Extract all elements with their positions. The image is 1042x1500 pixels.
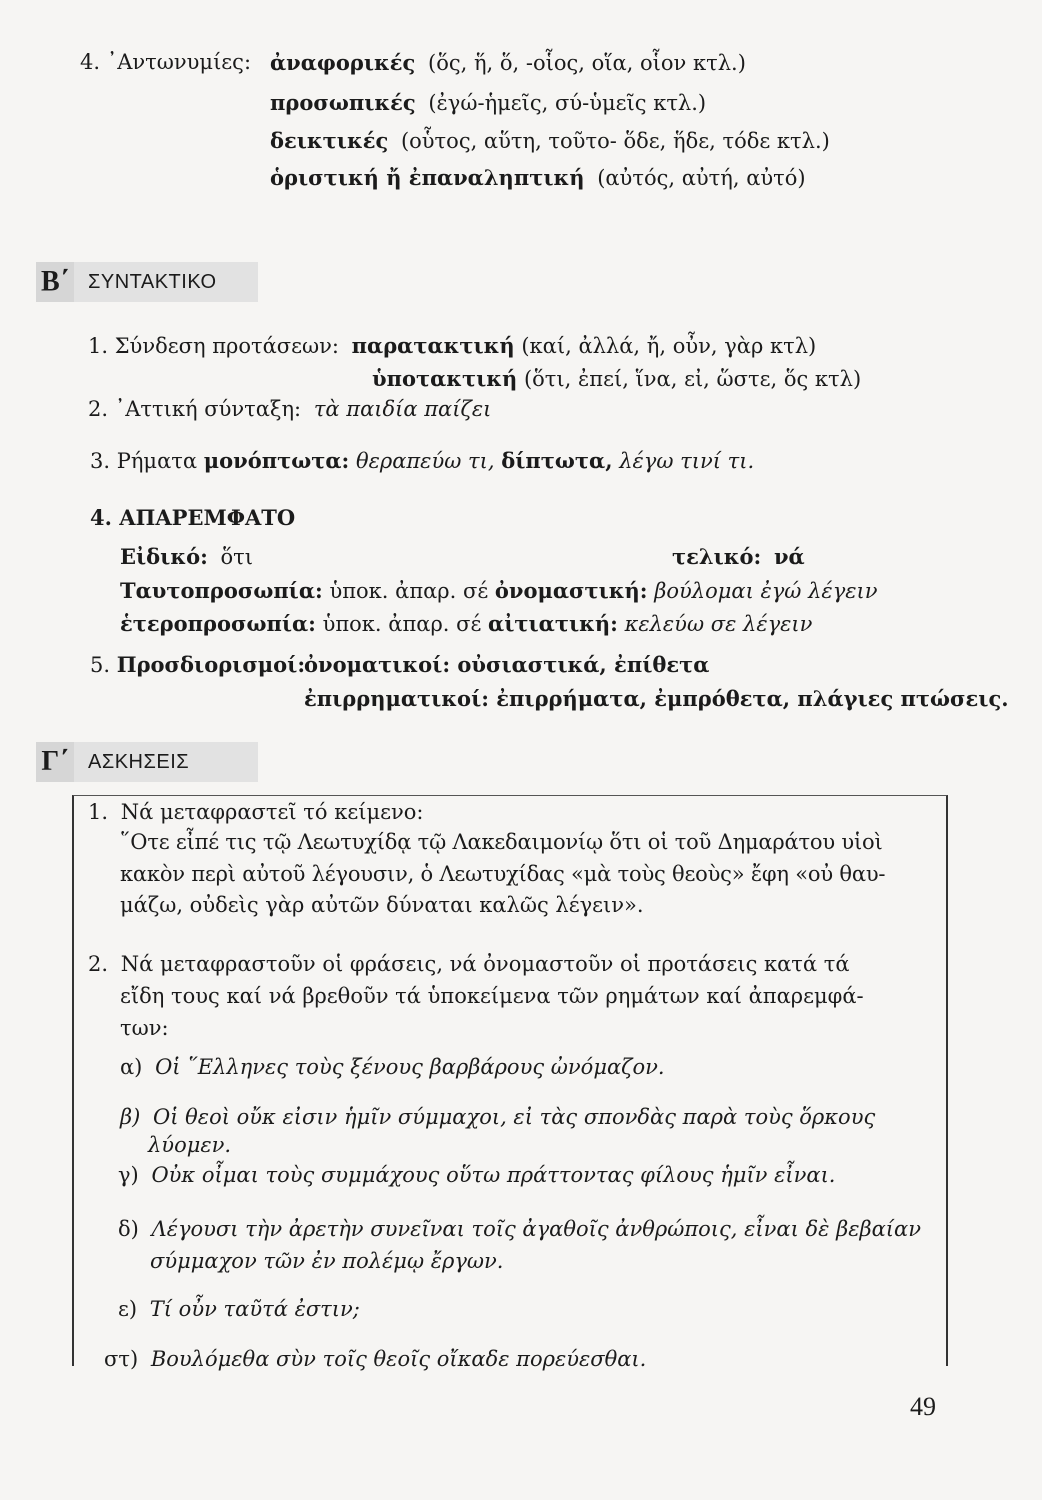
item-sentence: Οἱ ῞Ελληνες τοὺς ξένους βαρβάρους ὠνόμαζον. [155, 1055, 665, 1079]
pronoun-examples: (ἐγώ-ἡμεῖς, σύ-ὑμεῖς κτλ.) [428, 91, 707, 115]
syntax-item-1-hypotactic [372, 366, 861, 391]
pronoun-examples: (αὐτός, αὐτή, αὐτό) [597, 166, 806, 190]
tautoprosopia-example: βούλομαι ἐγώ λέγειν [654, 579, 878, 603]
exercise-1-number: 1. [88, 800, 109, 824]
heteroprosopia-label: ἑτεροπροσωπία: [120, 611, 316, 636]
teliko-row [672, 544, 805, 569]
modifiers-adverbial: ἐπιρρηματικοί: ἐπιρρήματα, ἐμπρόθετα, πλάγιες πτώσεις. [304, 686, 1009, 711]
diptota-label: δίπτωτα, [501, 448, 613, 473]
item-marker: α) [120, 1055, 143, 1079]
infinitive-heading: 4. ΑΠΑΡΕΜΦΑΤΟ [90, 505, 296, 530]
item-sentence: Οἱ θεοὶ οὔκ εἰσιν ἡμῖν σύμμαχοι, εἰ τὰς σπονδὰς παρὰ τοὺς ὅρκους [153, 1105, 876, 1129]
pronoun-row-relative [270, 50, 746, 75]
syntax-item-5 [90, 652, 305, 677]
eidiko-value: ὅτι [220, 545, 254, 569]
teliko-value: νά [773, 544, 805, 569]
eidiko-label: Εἰδικό: [120, 544, 208, 569]
syntax-item-3-prefix: 3. Ρήματα [90, 449, 198, 473]
exercise-2-header [88, 952, 850, 976]
item-marker: ε) [118, 1297, 138, 1321]
tautoprosopia-row [120, 578, 878, 603]
pronoun-examples: (ὅς, ἥ, ὅ, -οἷος, οἵα, οἷον κτλ.) [428, 51, 746, 75]
exercise-1-title: Νά μεταφραστεῖ τό κείμενο: [120, 800, 424, 824]
modifiers-nominal: ὀνοματικοί: οὐσιαστικά, ἐπίθετα [304, 652, 710, 677]
tautoprosopia-label: Ταυτοπροσωπία: [120, 578, 323, 603]
item-sentence-continued: λύομεν. [148, 1133, 232, 1157]
section-b-letter: Β΄ [36, 262, 74, 302]
tautoprosopia-case: ὀνομαστική: [494, 578, 648, 603]
attic-syntax-example: τὰ παιδία παίζει [313, 397, 492, 421]
monoptota-example: θεραπεύω τι, [355, 449, 495, 473]
heteroprosopia-row [120, 611, 812, 636]
item-sentence: Τί οὖν ταῦτά ἐστιν; [149, 1297, 360, 1321]
exercise-2-text-line: εἴδη τους καί νά βρεθοῦν τά ὑποκείμενα τῶν ρημάτων καί ἀπαρεμφά- [120, 984, 864, 1008]
section-c-letter: Γ΄ [36, 742, 74, 782]
section-b-title: ΣΥΝΤΑΚΤΙΚΟ [74, 262, 258, 302]
heteroprosopia-case: αἰτιατική: [488, 611, 618, 636]
modifiers-label: Προσδιορισμοί: [116, 652, 306, 677]
pronoun-label: ὁριστική ἤ ἐπαναληπτική [270, 165, 585, 190]
syntax-item-1 [88, 333, 816, 358]
exercise-item-st [104, 1347, 646, 1371]
pronoun-examples: (οὗτος, αὕτη, τοῦτο- ὅδε, ἥδε, τόδε κτλ.) [400, 129, 830, 153]
pronoun-label: ἀναφορικές [270, 50, 416, 75]
exercise-item-c [118, 1163, 836, 1187]
exercise-1-text-line: ῞Οτε εἶπέ τις τῷ Λεωτυχίδᾳ τῷ Λακεδαιμονίῳ ὅτι οἱ τοῦ Δημαράτου υἱοὶ [120, 830, 883, 854]
pronouns-prefix: 4. ᾿Αντωνυμίες: [80, 50, 252, 74]
item-sentence: Βουλόμεθα σὺν τοῖς θεοῖς οἴκαδε πορεύεσθαι. [150, 1347, 647, 1371]
hypotactic-label: ὑποτακτική [372, 366, 518, 391]
syntax-item-2-prefix: 2. ᾿Αττική σύνταξη: [88, 397, 302, 421]
syntax-item-1-prefix: 1. Σύνδεση προτάσεων: [88, 334, 339, 358]
item-marker: στ) [104, 1347, 139, 1371]
exercise-item-d [118, 1217, 921, 1241]
page-number: 49 [910, 1392, 936, 1421]
exercise-2-text-line: Νά μεταφραστοῦν οἱ φράσεις, νά ὀνομαστοῦν οἱ προτάσεις κατά τά [120, 952, 850, 976]
teliko-label: τελικό: [672, 544, 762, 569]
heteroprosopia-example: κελεύω σε λέγειν [624, 612, 813, 636]
item-marker: β) [120, 1105, 141, 1129]
section-c-title: ΑΣΚΗΣΕΙΣ [74, 742, 258, 782]
exercise-item-e [118, 1297, 360, 1321]
tautoprosopia-text: ὑποκ. ἀπαρ. σέ [329, 579, 489, 603]
syntax-item-3 [90, 448, 754, 473]
exercise-1-text-line: κακὸν περὶ αὐτοῦ λέγουσιν, ὁ Λεωτυχίδας «μὰ τοὺς θεοὺς» ἔφη «οὐ θαυ- [120, 862, 886, 886]
item-marker: γ) [118, 1163, 139, 1187]
item-sentence: Οὐκ οἶμαι τοὺς συμμάχους οὕτω πράττοντας φίλους ἡμῖν εἶναι. [151, 1163, 836, 1187]
hypotactic-examples: (ὅτι, ἐπεί, ἵνα, εἰ, ὥστε, ὅς κτλ) [523, 367, 862, 391]
monoptota-label: μονόπτωτα: [203, 448, 350, 473]
exercise-2-number: 2. [88, 952, 109, 976]
diptota-example: λέγω τινί τι. [619, 449, 755, 473]
pronoun-row-personal [270, 90, 706, 115]
pronoun-label: δεικτικές [270, 128, 389, 153]
item-marker: δ) [118, 1217, 139, 1241]
exercise-1-text-line: μάζω, οὐδεὶς γὰρ αὐτῶν δύναται καλῶς λέγειν». [120, 893, 644, 917]
item-sentence: Λέγουσι τὴν ἀρετὴν συνεῖναι τοῖς ἀγαθοῖς ἀνθρώποις, εἶναι δὲ βεβαίαν [151, 1217, 921, 1241]
pronoun-label: προσωπικές [270, 90, 416, 115]
exercise-item-b [120, 1105, 875, 1129]
pronoun-row-definite [270, 165, 806, 190]
syntax-item-2 [88, 397, 491, 421]
pronoun-row-demonstrative [270, 128, 830, 153]
syntax-item-5-prefix: 5. [90, 653, 111, 677]
heteroprosopia-text: ὑποκ. ἀπαρ. σέ [322, 612, 482, 636]
exercise-2-text-line: των: [120, 1016, 169, 1040]
eidiko-row [120, 544, 253, 569]
paratactic-label: παρατακτική [351, 333, 515, 358]
exercise-1-header [88, 800, 423, 824]
item-sentence-continued: σύμμαχον τῶν ἐν πολέμῳ ἔργων. [150, 1249, 504, 1273]
paratactic-examples: (καί, ἀλλά, ἤ, οὖν, γὰρ κτλ) [521, 334, 817, 358]
exercise-item-a [120, 1055, 665, 1079]
